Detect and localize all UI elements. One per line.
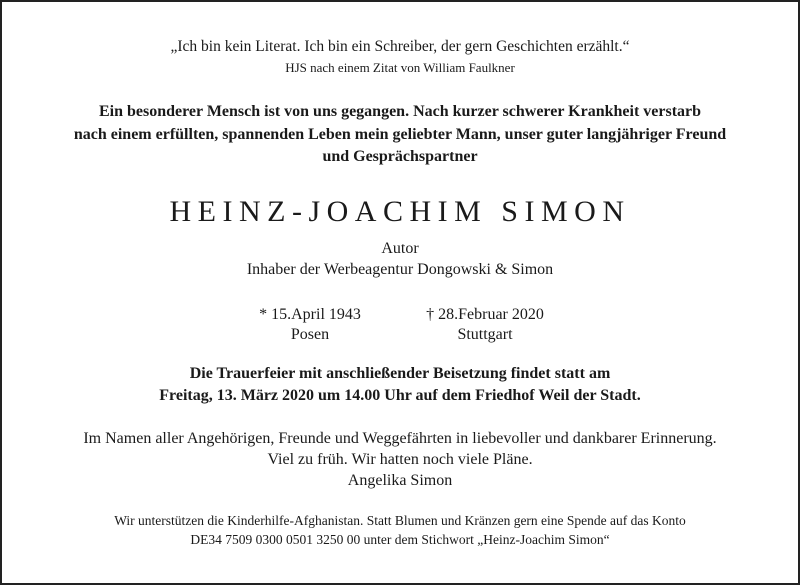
- closing-signature: Angelika Simon: [347, 472, 453, 489]
- donation-line-2: DE34 7509 0300 0501 3250 00 unter dem Stichwort „Heinz-Joachim Simon“: [190, 532, 610, 547]
- donation-line-1: Wir unterstützen die Kinderhilfe-Afghanistan. Statt Blumen und Kränzen gern eine Spende auf das Konto: [114, 513, 686, 528]
- deceased-company: Inhaber der Werbeagentur Dongowski & Simon: [246, 261, 554, 278]
- service-line-1: Die Trauerfeier mit anschließender Beisetzung findet statt am: [189, 365, 611, 382]
- announcement-line-3: und Gesprächspartner: [322, 148, 478, 165]
- birth-place: Posen: [290, 326, 330, 343]
- announcement-line-2: nach einem erfüllten, spannenden Leben mein geliebter Mann, unser guter langjähriger Freund: [73, 126, 727, 143]
- death-date: † 28.Februar 2020: [426, 306, 544, 323]
- motto-quote: „Ich bin kein Literat. Ich bin ein Schreiber, der gern Geschichten erzählt.“: [170, 38, 630, 55]
- deceased-occupation: Autor: [381, 240, 419, 257]
- death-place: Stuttgart: [457, 326, 513, 343]
- death-block: [395, 305, 575, 345]
- deceased-name: HEINZ-JOACHIM SIMON: [169, 195, 631, 228]
- announcement-line-1: Ein besonderer Mensch ist von uns gegangen. Nach kurzer schwerer Krankheit verstarb: [98, 103, 702, 120]
- birth-block: [220, 305, 400, 345]
- closing-line-1: Im Namen aller Angehörigen, Freunde und Weggefährten in liebevoller und dankbarer Erinnerung.: [83, 430, 717, 447]
- birth-date: * 15.April 1943: [259, 306, 361, 323]
- closing-line-2: Viel zu früh. Wir hatten noch viele Pläne.: [267, 451, 533, 468]
- motto-attribution: HJS nach einem Zitat von William Faulkner: [285, 60, 515, 75]
- service-line-2: Freitag, 13. März 2020 um 14.00 Uhr auf dem Friedhof Weil der Stadt.: [159, 387, 641, 404]
